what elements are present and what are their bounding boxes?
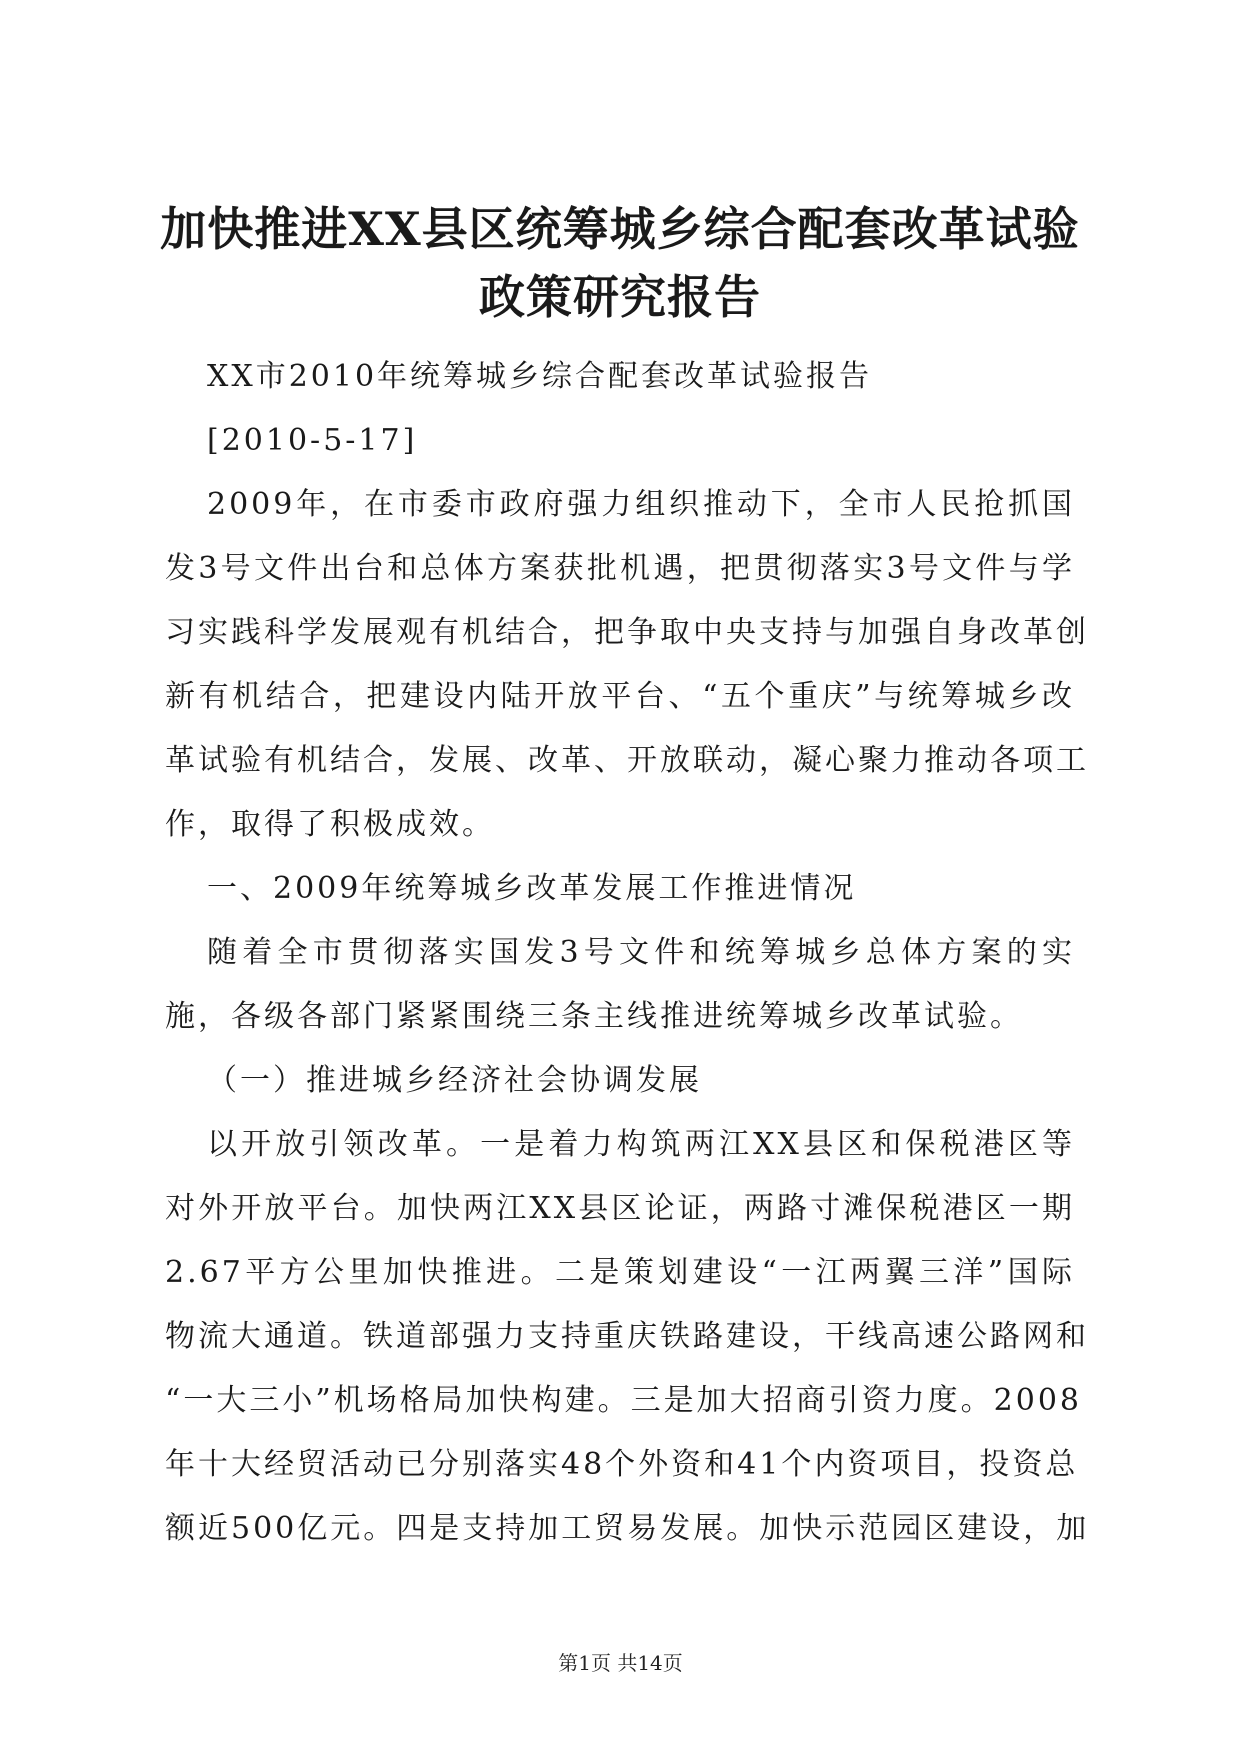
paragraph-line: 新有机结合，把建设内陆开放平台、“五个重庆”与统筹城乡改	[165, 679, 1075, 714]
paragraph-line: 2.67平方公里加快推进。二是策划建设“一江两翼三洋”国际	[165, 1255, 1075, 1290]
subsection-heading: （一）推进城乡经济社会协调发展	[207, 1063, 702, 1098]
subtitle-line: XX市2010年统筹城乡综合配套改革试验报告	[207, 359, 873, 394]
paragraph-line: 发3号文件出台和总体方案获批机遇，把贯彻落实3号文件与学	[165, 551, 1075, 586]
document-title-line-1: 加快推进XX县区统筹城乡综合配套改革试验	[160, 202, 1080, 256]
document-title-line-2: 政策研究报告	[479, 270, 761, 324]
paragraph-line: “一大三小”机场格局加快构建。三是加大招商引资力度。2008	[165, 1383, 1083, 1418]
paragraph-line: 物流大通道。铁道部强力支持重庆铁路建设，干线高速公路网和	[165, 1319, 1089, 1354]
paragraph-line: 对外开放平台。加快两江XX县区论证，两路寸滩保税港区一期	[165, 1191, 1075, 1226]
paragraph-line: 年十大经贸活动已分别落实48个外资和41个内资项目，投资总	[165, 1447, 1079, 1482]
paragraph-line: 作，取得了积极成效。	[165, 807, 495, 842]
section-heading: 一、2009年统筹城乡改革发展工作推进情况	[207, 871, 857, 906]
paragraph-line: 施，各级各部门紧紧围绕三条主线推进统筹城乡改革试验。	[165, 999, 1023, 1034]
paragraph-line: 习实践科学发展观有机结合，把争取中央支持与加强自身改革创	[165, 615, 1089, 650]
paragraph-line: 随着全市贯彻落实国发3号文件和统筹城乡总体方案的实	[207, 935, 1075, 970]
paragraph-line: 以开放引领改革。一是着力构筑两江XX县区和保税港区等	[207, 1127, 1075, 1162]
paragraph-line: 革试验有机结合，发展、改革、开放联动，凝心聚力推动各项工	[165, 743, 1089, 778]
paragraph-line: 2009年，在市委市政府强力组织推动下，全市人民抢抓国	[207, 487, 1075, 522]
page-number-footer: 第1页 共14页	[558, 1651, 683, 1675]
date-line: [2010-5-17]	[207, 423, 418, 458]
paragraph-line: 额近500亿元。四是支持加工贸易发展。加快示范园区建设，加	[165, 1511, 1090, 1546]
